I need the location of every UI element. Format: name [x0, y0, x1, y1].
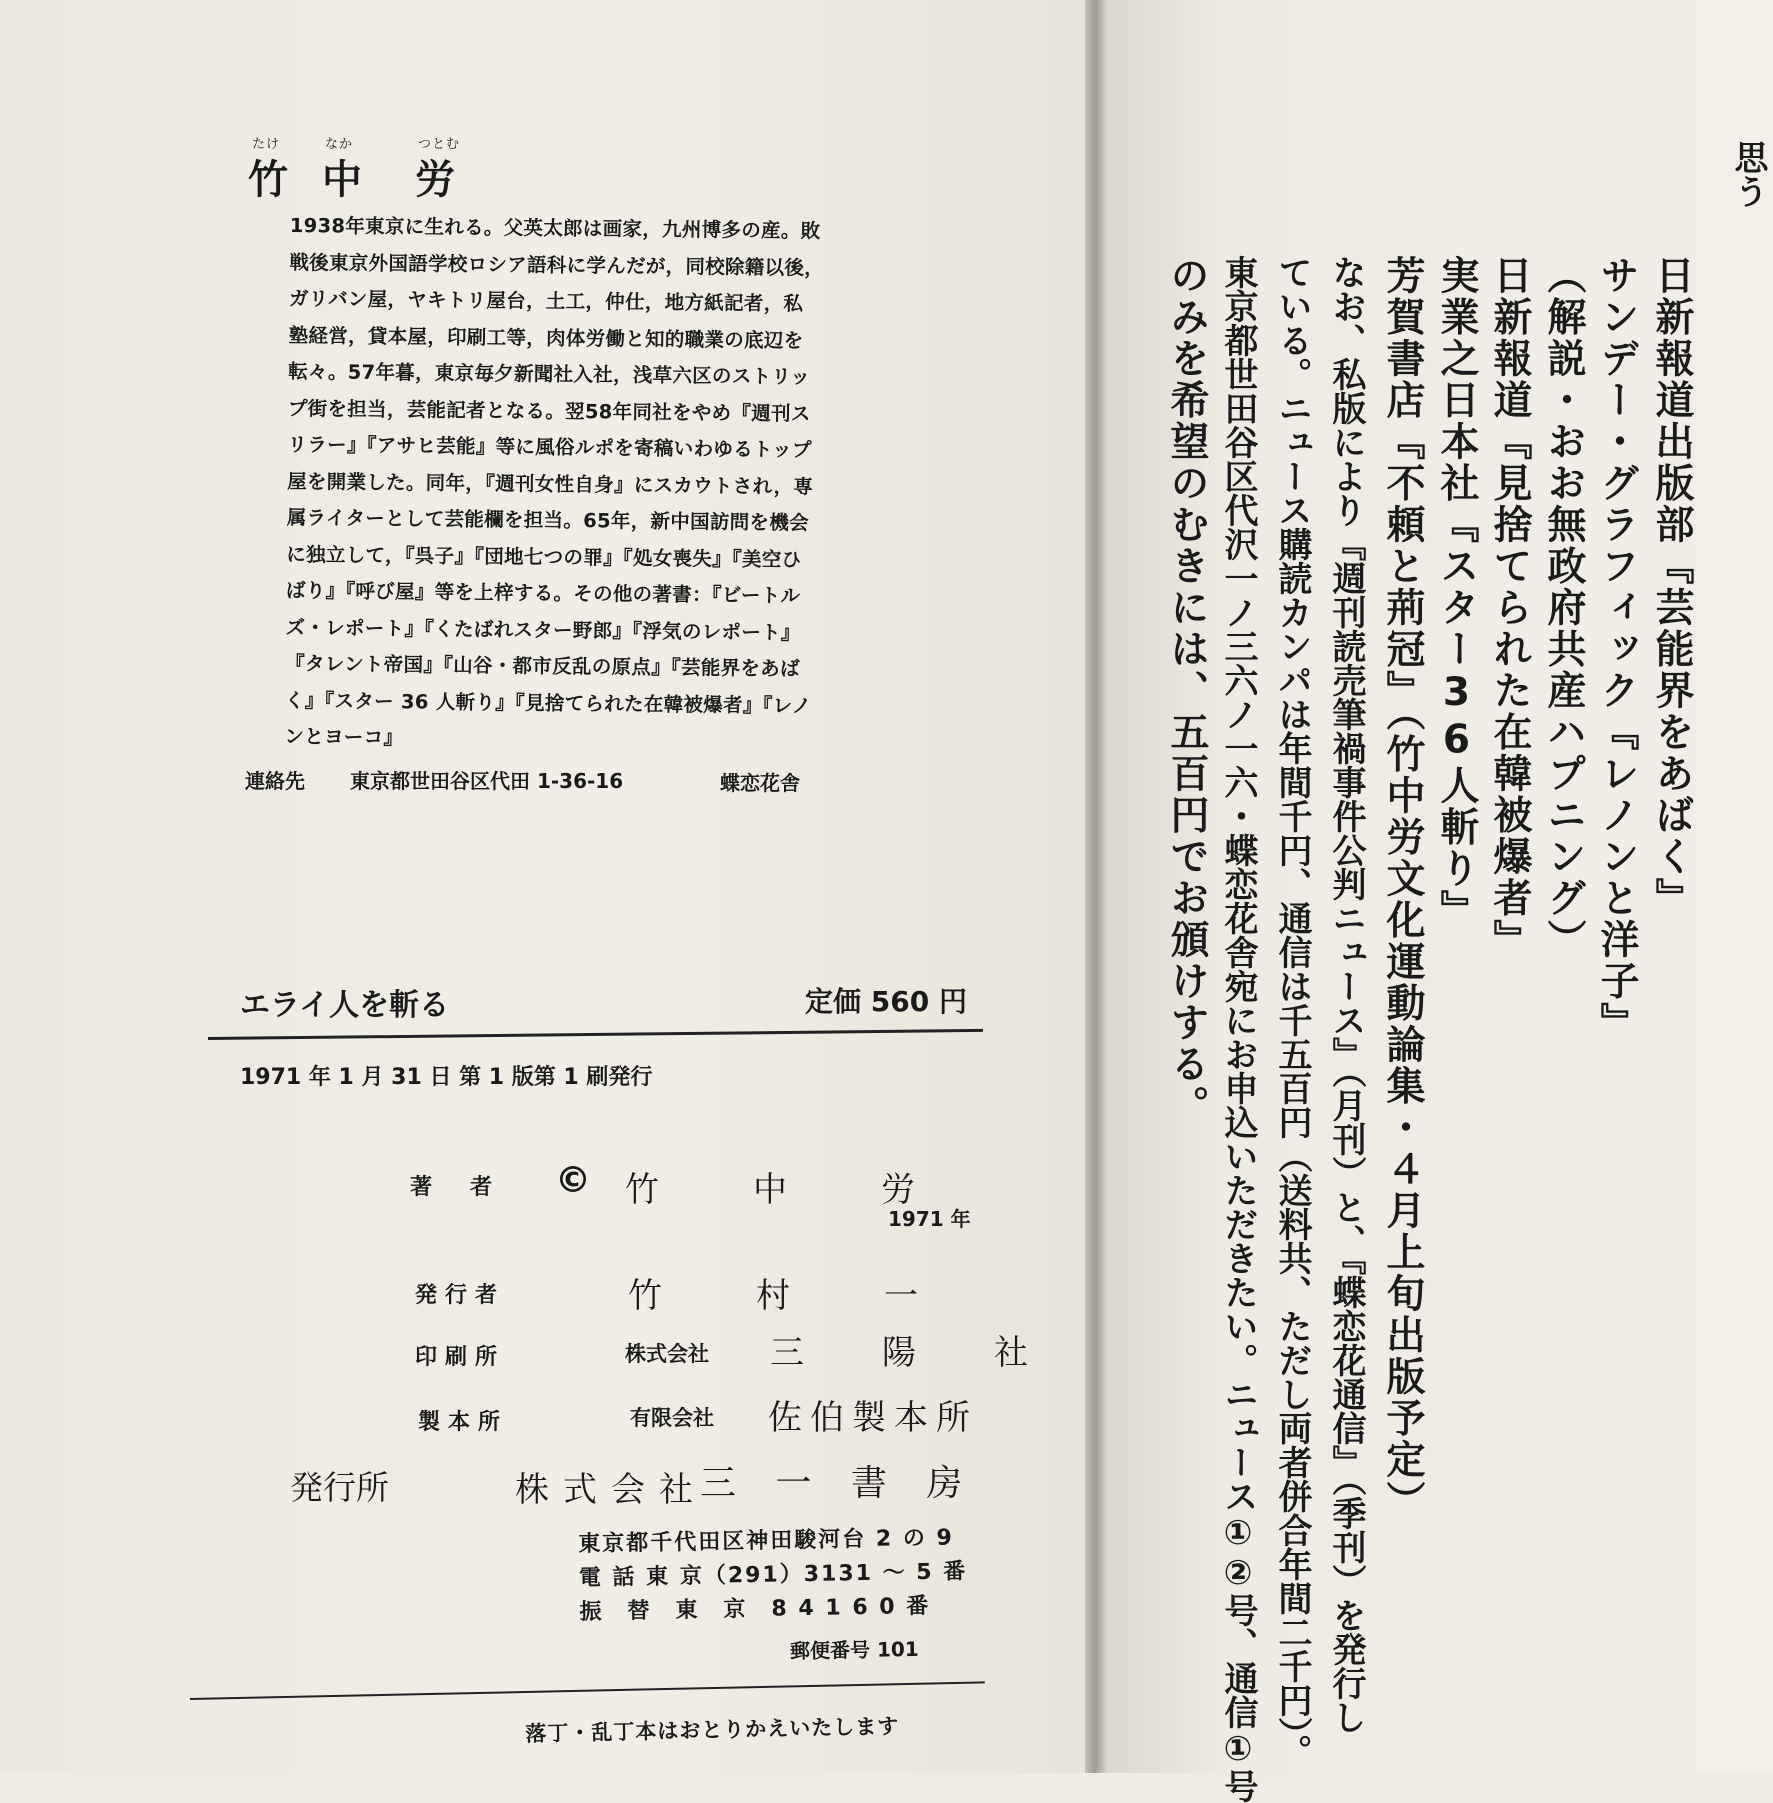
author-role-label: 著 者 [410, 1175, 501, 1200]
issuer-name: 竹 村 一 [628, 1276, 948, 1316]
printer-role-label: 印刷所 [415, 1345, 506, 1370]
bio-line: く』『スター 36 人斬り』『見捨てられた在韓被爆者』『レノ [284, 688, 812, 717]
vertical-column: のみを希望のむきには、五百円でお頒けする。 [1164, 255, 1209, 1127]
vertical-column: 東京都世田谷区代沢一ノ三六ノ一六・蝶恋花舎宛にお申込いただきたい。ニュース①②号、通信①号 [1218, 255, 1258, 1803]
bio-line: 『タレント帝国』『山谷・都市反乱の原点』『芸能界をあば [285, 651, 800, 681]
author-name-2: 中 [322, 157, 380, 203]
book-title: エライ人を斬る [240, 988, 450, 1023]
binder-company-type: 有限会社 [630, 1406, 714, 1430]
bio-line: 塾経営，貸本屋，印刷工等，肉体労働と知的職業の底辺を [288, 323, 804, 352]
copyright-year: 1971 年 [888, 1207, 971, 1231]
bio-line: 転々。57年暮，東京毎夕新聞社入社，浅草六区のストリッ [288, 359, 811, 389]
publisher-phone-line: 電 話 東 京（291）3131 〜 5 番 [578, 1559, 968, 1591]
postal-code: 郵便番号 101 [789, 1636, 919, 1664]
publisher-company-type: 株式会社 [515, 1470, 707, 1510]
printer-company-type: 株式会社 [625, 1342, 709, 1366]
bio-line: に独立して，『呉子』『団地七つの罪』『処女喪失』『美空ひ [286, 542, 802, 571]
author-ruby-take: たけ [252, 137, 281, 152]
contact-name: 蝶恋花舎 [720, 771, 800, 795]
publisher-name: 三 一 書 房 [700, 1463, 977, 1504]
bio-line: 属ライターとして芸能欄を担当。65年，新中国訪問を機会 [286, 505, 810, 535]
vertical-column: なお、私版により『週刊読売筆禍事件公判ニュース』（月刊）と、『蝶恋花通信』（季刊）を発行し [1326, 255, 1366, 1734]
bio-line: 屋を開業した。同年，『週刊女性自身』にスカウトされ，専 [287, 469, 814, 498]
publisher-address-line: 東京都千代田区神田駿河台 2 の 9 [578, 1525, 955, 1557]
replacement-notice: 落丁・乱丁本はおとりかえいたします [525, 1714, 900, 1746]
bio-line: ガリバン屋，ヤキトリ屋台，土工，仲仕，地方紙記者，私 [288, 286, 804, 316]
bio-line: ンとヨーコ』 [284, 724, 404, 750]
binder-name: 佐伯製本所 [768, 1398, 978, 1438]
author-ruby-tsutomu: つとむ [418, 137, 461, 152]
vertical-column: 芳賀書店『不頼と荊冠』（竹中労文化運動論集・４月上旬出版予定） [1380, 255, 1425, 1522]
right-page [1107, 0, 1773, 1803]
colophon-bottom-rule [190, 1681, 985, 1700]
edge-text-fragment: 思う [1728, 140, 1768, 208]
binder-role-label: 製本所 [418, 1410, 509, 1435]
bio-line: ズ・レポート』『くたばれスター野郎』『浮気のレポート』 [285, 615, 801, 644]
colophon-top-rule [208, 1029, 983, 1040]
publisher-role-label: 発行所 [290, 1468, 389, 1507]
vertical-column: （解説・おお無政府共産ハプニング） [1541, 255, 1586, 961]
publisher-address-block [578, 1521, 968, 1630]
issuer-role-label: 発行者 [415, 1283, 506, 1308]
author-name-3: 労 [415, 157, 473, 203]
book-price: 定価 560 円 [805, 985, 967, 1018]
publisher-transfer-line: 振 替 東 京 8 4 1 6 0 番 [579, 1593, 931, 1625]
author-bio [284, 208, 824, 761]
vertical-column: 日新報道『見捨てられた在韓被爆者』 [1487, 255, 1532, 961]
contact-label: 連絡先 [245, 769, 305, 793]
vertical-column: ている。ニュース購読カンパは年間千円、通信は千五百円（送料共、ただし両者併合年間二千円）。 [1272, 255, 1312, 1768]
bio-line: リラー』『アサヒ芸能』等に風俗ルポを寄稿いわゆるトップ [287, 432, 812, 462]
bio-line: プ街を担当，芸能記者となる。翌58年同社をやめ『週刊ス [287, 396, 811, 425]
book-gutter [1085, 0, 1107, 1773]
vertical-column: サンデー・グラフィック『レノンと洋子』 [1594, 255, 1639, 1044]
author-ruby-naka: なか [325, 137, 354, 152]
vertical-column: 日新報道出版部『芸能界をあばく』 [1649, 255, 1694, 919]
author-name-1: 竹 [248, 157, 306, 203]
bio-line: 戦後東京外国語学校ロシア語科に学んだが，同校除籍以後， [289, 250, 825, 280]
copyright-symbol: © [555, 1160, 591, 1201]
colophon-author-name: 竹 中 労 [625, 1170, 945, 1210]
bio-line: 1938年東京に生れる。父英太郎は画家，九州博多の産。敗 [289, 213, 821, 243]
contact-address: 東京都世田谷区代田 1-36-16 [350, 769, 624, 793]
vertical-column: 実業之日本社『スター36人斬り』 [1434, 255, 1479, 931]
publication-date: 1971 年 1 月 31 日 第 1 版第 1 刷発行 [240, 1065, 653, 1090]
bio-line: ばり』『呼び屋』等を上梓する。その他の著書：『ビートル [285, 578, 801, 608]
printer-name: 三 陽 社 [770, 1333, 1050, 1373]
